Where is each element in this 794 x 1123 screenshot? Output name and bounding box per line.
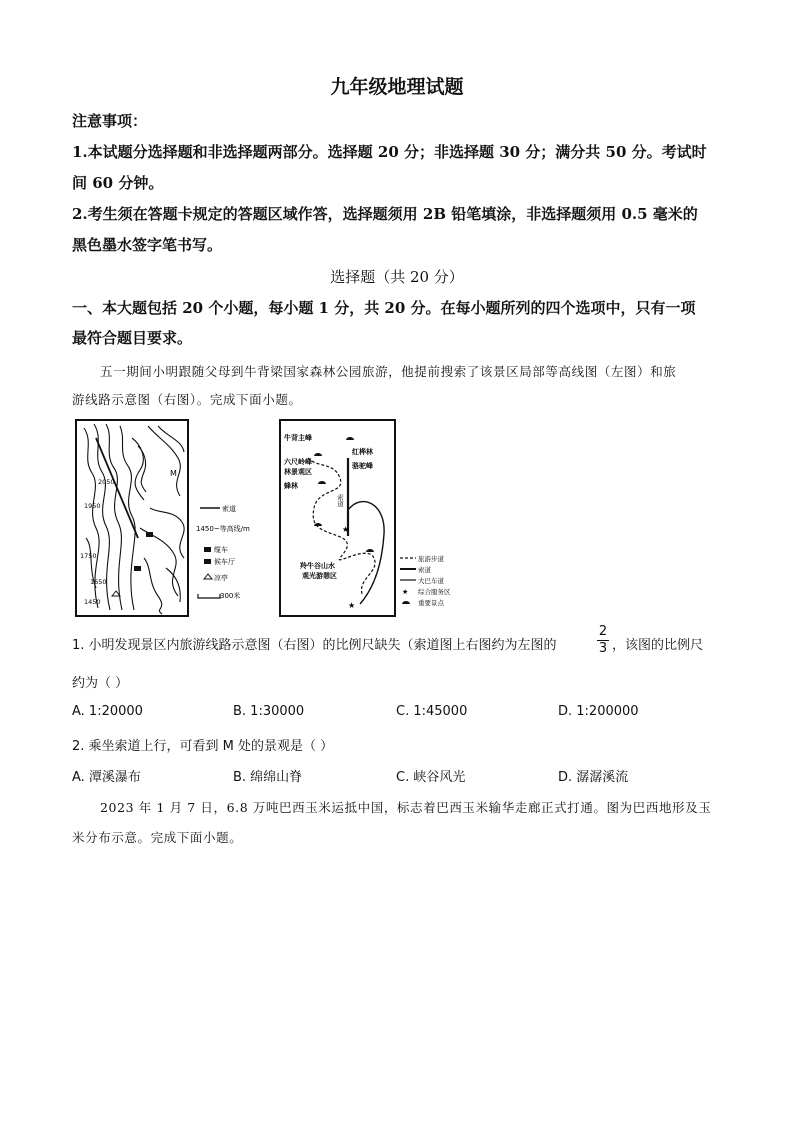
section-heading: 选择题（共 20 分） <box>330 268 464 286</box>
legend-cable-car-icon <box>204 547 211 552</box>
notes-item1-line2: 间 60 分钟。 <box>72 174 164 192</box>
section-intro-line1: 一、本大题包括 20 个小题，每小题 1 分，共 20 分。在每小题所列的四个选项中，只有一项 <box>72 299 696 317</box>
fraction-denominator: 3 <box>598 641 608 656</box>
place-fenglin: 蜂林 <box>284 482 298 490</box>
notes-heading: 注意事项： <box>72 112 148 130</box>
question2-stem: 2. 乘坐索道上行，可看到 M 处的景观是（ ） <box>72 739 334 754</box>
point-m-label: M <box>170 469 177 478</box>
legend-cableway-label: 索道 <box>222 505 236 513</box>
contour-label-1450: 1450 <box>84 598 101 606</box>
fraction-two-thirds <box>596 624 610 657</box>
section-intro-line2: 最符合题目要求。 <box>72 329 193 347</box>
route-map-frame <box>280 420 395 616</box>
question1-option-b[interactable]: B. 1:30000 <box>233 704 305 719</box>
legend-pavilion-icon <box>204 574 212 579</box>
question1-option-a[interactable]: A. 1:20000 <box>72 704 143 719</box>
question2-option-b[interactable]: B. 绵绵山脊 <box>233 770 303 785</box>
legend-spot-icon <box>402 601 410 604</box>
service-star-icon: ★ <box>348 601 356 610</box>
place-forest-area: 林景观区 <box>284 468 312 476</box>
legend-trail-label: 旅游步道 <box>418 555 444 563</box>
passage1-line2: 游线路示意图（右图）。完成下面小题。 <box>72 392 302 407</box>
legend-contour-label: 1450~等高线/m <box>196 525 250 533</box>
passage2-line2: 米分布示意。完成下面小题。 <box>72 830 243 845</box>
scale-bar <box>198 594 220 598</box>
question1-line1-b: ，该图的比例尺 <box>612 638 704 653</box>
legend-waiting-hall-label: 候车厅 <box>214 558 235 566</box>
question1-option-d[interactable]: D. 1:200000 <box>558 704 639 719</box>
legend-cableway-label: 索道 <box>418 566 431 574</box>
fraction-numerator: 2 <box>598 624 608 639</box>
route-map-figure <box>278 418 468 620</box>
legend-spot-label: 重要景点 <box>418 599 444 607</box>
legend-service-icon: ★ <box>402 588 409 596</box>
place-luotuo-peak: 骆驼峰 <box>352 462 373 470</box>
waiting-hall-marker <box>134 566 141 571</box>
question2-option-d[interactable]: D. 潺潺溪流 <box>558 770 629 785</box>
contour-label-1750: 1750 <box>80 552 97 560</box>
notes-item2-line1: 2.考生须在答题卡规定的答题区域作答，选择题须用 2B 铅笔填涂，非选择题须用 0.5 毫米的 <box>72 205 698 223</box>
place-birch-forest: 红桦林 <box>352 448 373 456</box>
passage1-line1: 五一期间小明跟随父母到牛背梁国家森林公园旅游，他提前搜索了该景区局部等高线图（左图）和旅 <box>100 364 677 379</box>
notes-item1-line1: 1.本试题分选择题和非选择题两部分。选择题 20 分；非选择题 30 分；满分共 50 分。考试时 <box>72 143 707 161</box>
question2-option-a[interactable]: A. 潭溪瀑布 <box>72 770 141 785</box>
question1-line2: 约为（ ） <box>72 676 129 691</box>
legend-pavilion-label: 凉亭 <box>214 574 228 582</box>
question1-option-c[interactable]: C. 1:45000 <box>396 704 468 719</box>
scale-label: 300米 <box>220 592 241 600</box>
page-title: 九年级地理试题 <box>330 76 464 98</box>
place-sightseeing-area: 观光游憩区 <box>302 572 337 580</box>
legend-waiting-hall-icon <box>204 559 211 564</box>
cable-car-marker <box>146 532 153 537</box>
notes-item2-line2: 黑色墨水签字笔书写。 <box>72 236 223 254</box>
passage2-line1: 2023 年 1 月 7 日，6.8 万吨巴西玉米运抵中国，标志着巴西玉米输华走廊正式打通。图为巴西地形及玉 <box>100 800 712 815</box>
contour-label-2050: 2050 <box>98 478 115 486</box>
place-liuchi-peak: 六尺岭峰 <box>284 458 312 466</box>
question2-option-c[interactable]: C. 峡谷风光 <box>396 770 466 785</box>
place-lingniu-valley: 羚牛谷山水 <box>300 562 335 570</box>
service-star-icon: ★ <box>342 525 350 534</box>
contour-map-figure <box>74 418 274 620</box>
legend-bus-label: 大巴车道 <box>418 577 444 585</box>
contour-label-1650: 1650 <box>90 578 107 586</box>
legend-cable-car-label: 缆车 <box>214 546 228 554</box>
legend-service-label: 综合服务区 <box>418 588 451 596</box>
place-cableway: 索道 <box>336 494 344 507</box>
question1-line1-a: 1. 小明发现景区内旅游线路示意图（右图）的比例尺缺失（索道图上右图约为左图的 <box>72 638 557 653</box>
contour-label-1950: 1950 <box>84 502 101 510</box>
place-niubei-peak: 牛背主峰 <box>284 434 312 442</box>
